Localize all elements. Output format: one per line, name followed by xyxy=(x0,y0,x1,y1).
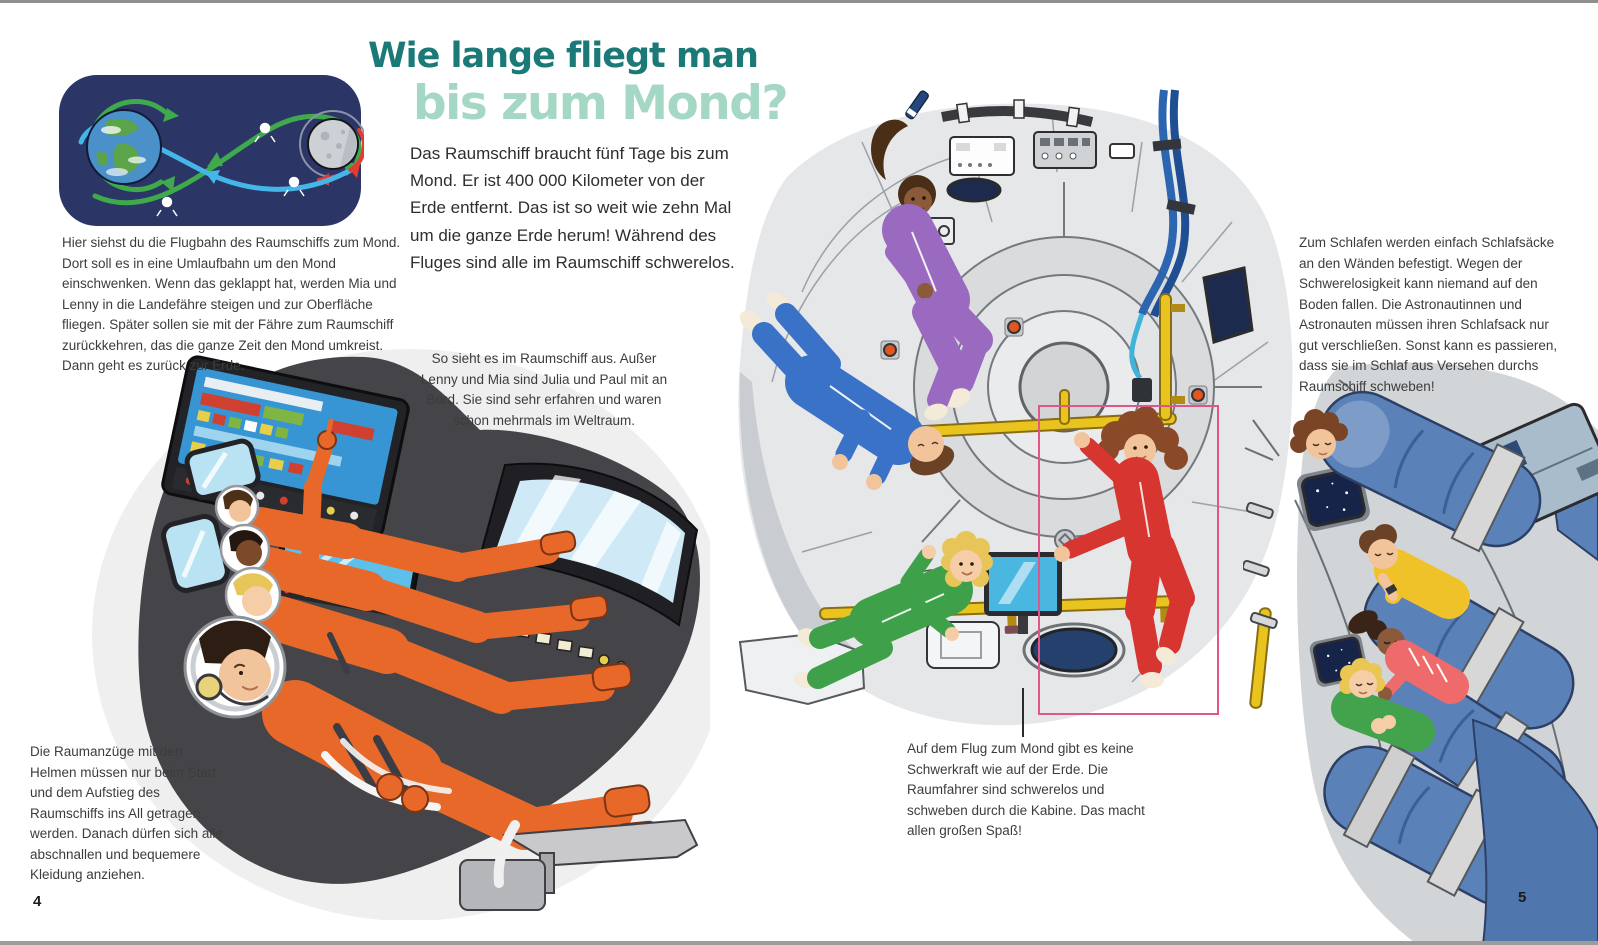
page-number-right: 5 xyxy=(1518,889,1527,906)
page-top-edge xyxy=(0,0,1598,3)
ceiling-porthole xyxy=(948,179,1000,201)
caption-cockpit: So sieht es im Raumschiff aus. Außer Lenny und Mia sind Julia und Paul mit an Bord. Sie sind sehr erfahren und waren schon mehrmals im Weltraum. xyxy=(420,351,668,428)
wall-handles xyxy=(1243,502,1278,629)
headset-earcup xyxy=(197,675,221,699)
equipment-box-gray xyxy=(1034,132,1096,168)
station-interior-illustration xyxy=(712,82,1298,734)
side-porthole xyxy=(1204,268,1252,342)
page-title-line2: bis zum Mond? xyxy=(413,76,788,131)
flight-path-illustration xyxy=(57,72,364,230)
sleeping-quarters-illustration xyxy=(1243,360,1598,945)
earth-icon xyxy=(87,110,161,184)
moon-icon xyxy=(308,119,358,169)
caption-sleeping: Zum Schlafen werden einfach Schlafsäcke an den Wänden befestigt. Wegen der Schwerelosigkeit kann niemand auf den Boden fallen. Die Astronautinnen und Astronauten müssen ihren Schlafsack nur gut verschließen. Sonst kann es passieren, dass sie im Schlaf aus Versehen durchs Raumschiff schweben! xyxy=(1299,235,1558,394)
caption-weightlessness: Auf dem Flug zum Mond gibt es keine Schwerkraft wie auf der Erde. Die Raumfahrer sind schwerelos und schweben durch die Kabine. Das macht allen großen Spaß! xyxy=(907,741,1145,839)
equipment-box-white xyxy=(950,137,1014,175)
page-bottom-edge xyxy=(0,941,1598,945)
caption-spacesuits: Die Raumanzüge mit den Helmen müssen nur beim Start und dem Aufstieg des Raumschiffs ins All getragen werden. Danach dürfen sich alle abschnallen und bequemere Kleidung anziehen. xyxy=(30,744,223,883)
caption-flight-path: Hier siehst du die Flugbahn des Raumschiffs zum Mond. Dort soll es in eine Umlaufbahn um den Mond einschwenken. Wenn das geklappt hat, werden Mia und Lenny in die Landefähre steigen und zur Oberfläche fliegen. Später sollen sie mit der Fähre zum Raumschiff zurückkehren, das die ganze Zeit den Mond umkreist. Dann geht es zurück zur Erde. xyxy=(62,235,401,374)
intro-paragraph: Das Raumschiff braucht fünf Tage bis zum Mond. Er ist 400 000 Kilometer von der Erde entfernt. Das ist so weit wie zehn Mal um die ganze Erde herum! Während des Fluges sind alle im Raumschiff schwerelos. xyxy=(410,144,735,272)
page-number-left: 4 xyxy=(33,893,42,910)
page-title-line1: Wie lange fliegt man xyxy=(368,36,758,76)
caption-leader-line xyxy=(1022,688,1024,737)
